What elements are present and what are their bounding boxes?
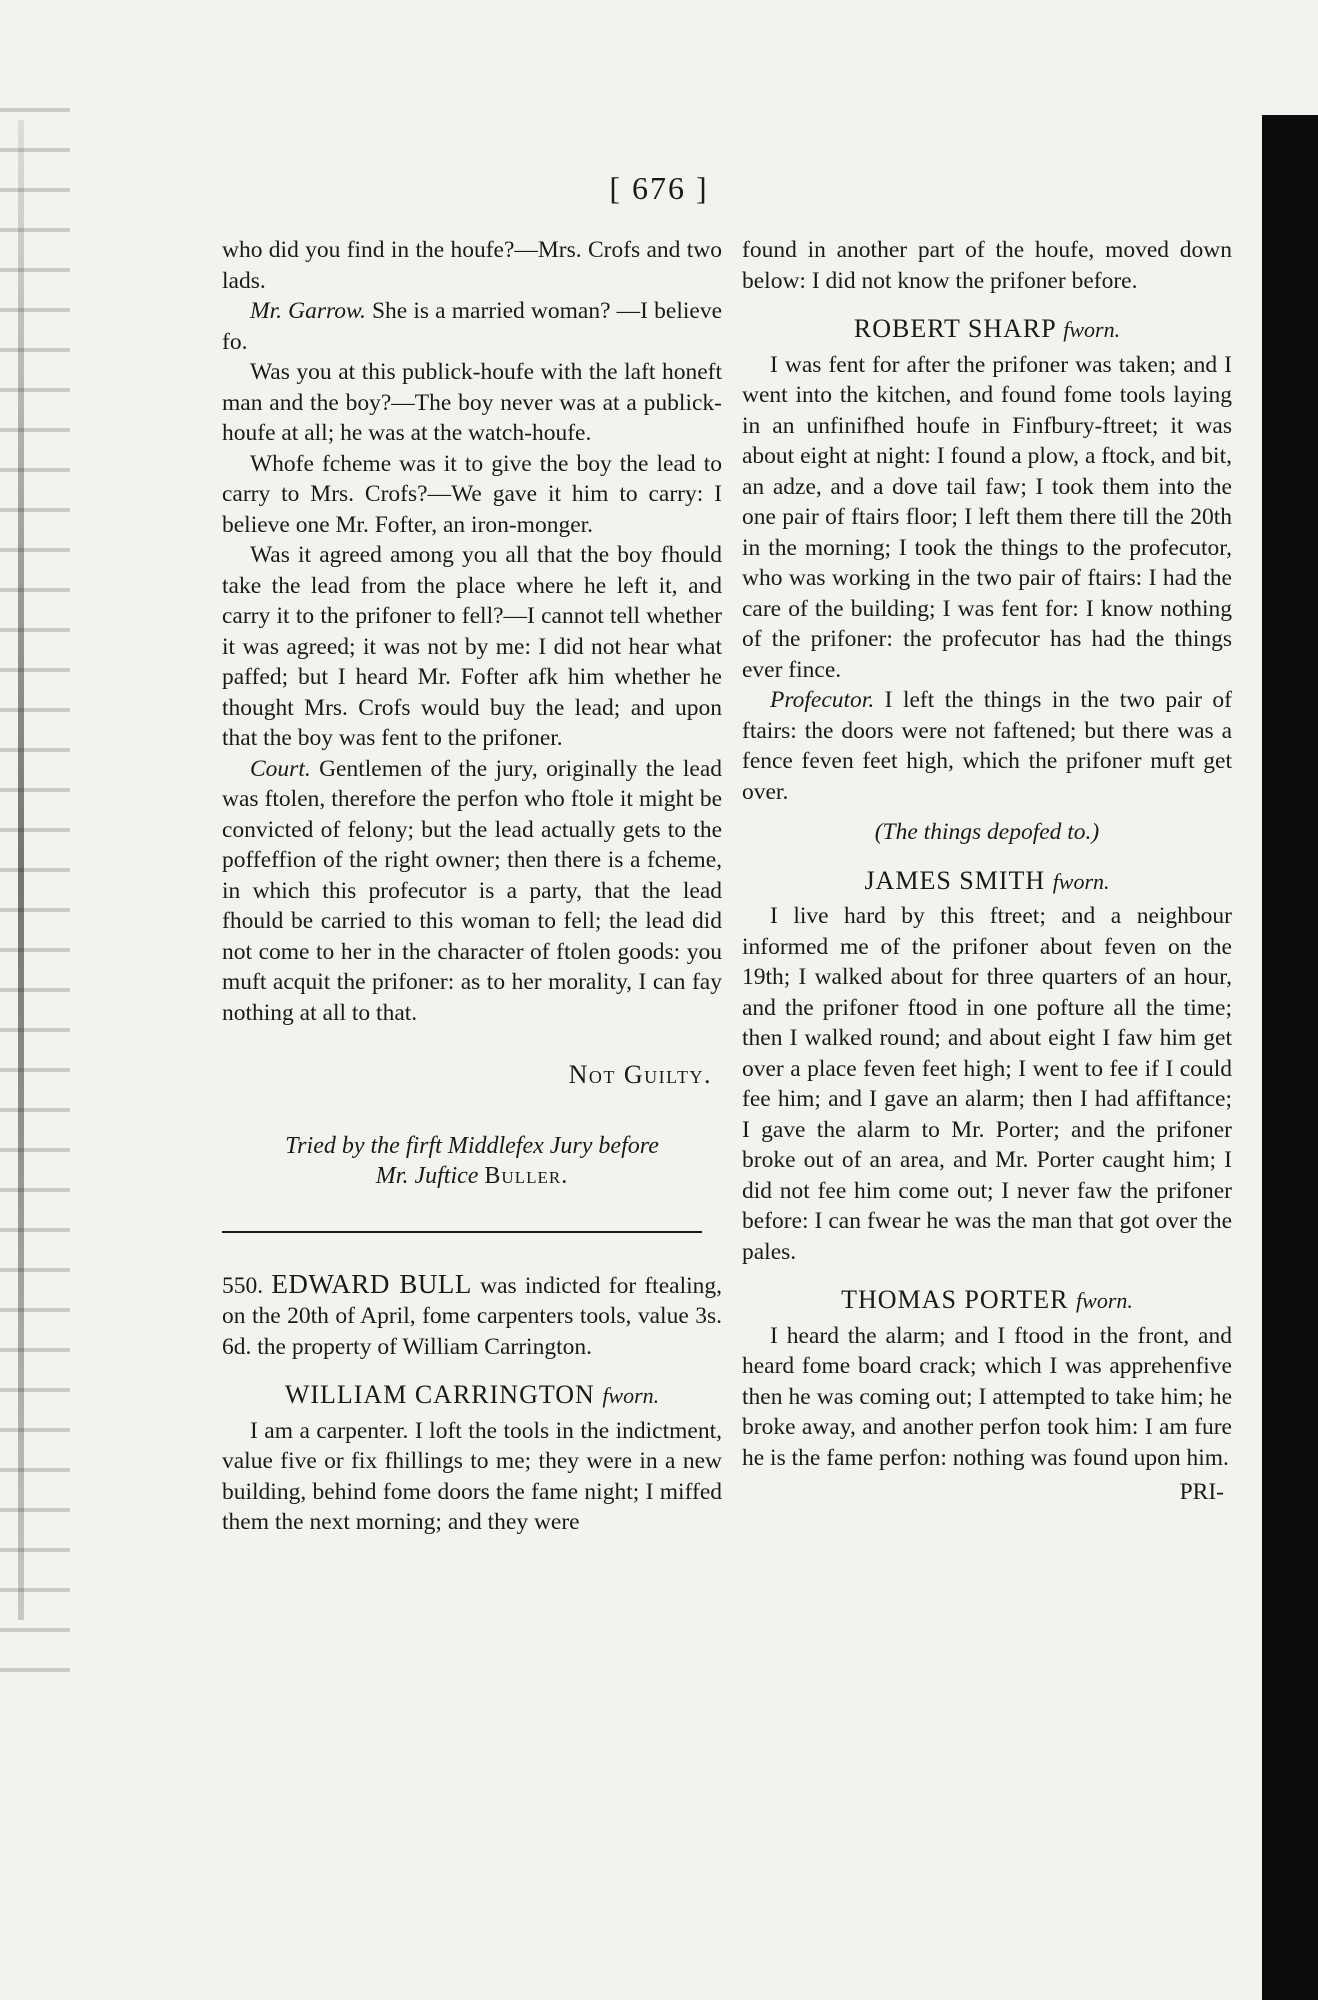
- section-divider: [222, 1231, 702, 1233]
- witness-heading: [742, 1285, 1232, 1317]
- testimony: I was fent for after the prifoner was taken; and I went into the kitchen, and found fome tools laying in an unfinifhed houfe in Finfbury-ftreet; it was about eight at night: I found a plow, a ftock, and bit, an adze, and a dove tail faw; I took them into the one pair of ftairs floor; I left them there till the 20th in the morning; I took the things to the profecutor, who was working in the two pair of ftairs: I had the care of the building; I was fent for: I know nothing of the prifoner: the profecutor has had the things ever fince.: [742, 351, 1232, 683]
- paragraph: [222, 754, 722, 1029]
- testimony: I am a carpenter. I loft the tools in the indictment, value five or fix fhillings to me; they were in a new building, behind fome doors the fame night; I miffed them the next morning; and they were: [222, 1417, 722, 1535]
- judge-name: Buller.: [484, 1162, 569, 1189]
- deposed-note: (The things depofed to.): [874, 819, 1100, 845]
- paragraph: who did you find in the houfe?—Mrs. Crofs and two lads.: [222, 237, 722, 294]
- speaker-name: Court.: [250, 755, 311, 782]
- case-paragraph: [222, 1269, 722, 1363]
- speaker-name: Mr. Garrow.: [250, 298, 366, 324]
- sworn-label: fworn.: [602, 1383, 660, 1408]
- testimony: I heard the alarm; and I ftood in the front, and heard fome board crack; which I was apprehenfive then he was coming out; I attempted to take him; he broke away, and another perfon took him: I am fure he is the fame perfon: nothing was found upon him.: [742, 1322, 1232, 1471]
- sworn-label: fworn.: [1076, 1288, 1133, 1313]
- sworn-label: fworn.: [1052, 868, 1110, 894]
- paragraph: [742, 685, 1232, 807]
- paragraph: Was it agreed among you all that the boy fhould take the lead from the place where he left it, and carry it to the prifoner to fell?—I cannot tell whether it was agreed; it was not by me: I did not hear what paffed; but I heard Mr. Fofter afk him whether he thought Mrs. Crofs would buy the lead; and upon that the boy was fent to the prifoner.: [222, 542, 722, 751]
- paragraph: Was you at this publick-houfe with the laft honeft man and the boy?—The boy never was at a publick-houfe at all; he was at the watch-houfe.: [222, 359, 722, 446]
- paragraph-text: I left the things in the two pair of ftairs: the doors were not faftened; but there was a fence feven feet high, which the prifoner muft get over.: [742, 687, 1232, 805]
- scan-dark-edge: [1262, 115, 1318, 2000]
- paragraph-text: Gentlemen of the jury, originally the lead was ftolen, therefore the perfon who ftole it might be convicted of felony; but the lead actually gets to the poffeffion of the right owner; then there is a fcheme, in which this profecutor is a party, that the lead fhould be carried to this woman to fell; the lead did not come to her in the character of ftolen goods: you muft acquit the prifoner: as to her morality, I can fay nothing at all to that.: [222, 755, 722, 1026]
- witness-name: ROBERT SHARP: [853, 314, 1056, 343]
- verdict: Not Guilty.: [568, 1060, 712, 1089]
- trial-note-line: [222, 1161, 722, 1191]
- testimony: I live hard by this ftreet; and a neighbour informed me of the prifoner about feven on the 19th; I walked about for three quarters of an hour, and the prifoner ftood in one pofture all the time; then I walked round; and about eight I faw him get over a place feven feet high; I went to fee if I could fee him; and I gave an alarm; then I had affiftance; I gave the alarm to Mr. Porter; and the prifoner broke out of an area, and Mr. Porter caught him; I did not fee him come out; I never faw the prifoner before: I can fwear he was the man that got over the pales.: [742, 903, 1232, 1265]
- speaker-name: Profecutor.: [770, 687, 875, 713]
- paragraph-text: She is a married woman? —I believe fo.: [222, 298, 722, 355]
- trial-note-line: Tried by the firft Middlefex Jury before: [285, 1132, 659, 1159]
- case-number: 550.: [222, 1272, 272, 1299]
- witness-heading: [742, 314, 1232, 346]
- scan-binding-edge: [18, 120, 24, 1620]
- catchword: PRI-: [1179, 1479, 1224, 1505]
- witness-name: THOMAS PORTER: [841, 1285, 1069, 1314]
- defendant-name: EDWARD BULL: [271, 1268, 472, 1299]
- witness-heading: [222, 1380, 722, 1412]
- witness-name: JAMES SMITH: [864, 865, 1046, 895]
- paragraph: [222, 296, 722, 357]
- witness-name: WILLIAM CARRINGTON: [284, 1380, 595, 1409]
- scan-gutter-shadow: [0, 90, 70, 1690]
- paragraph: found in another part of the houfe, moved down below: I did not know the prifoner before.: [742, 237, 1232, 294]
- trial-note-text: Mr. Juftice: [375, 1162, 479, 1189]
- case-text: was indicted for ftealing, on the 20th of April, fome carpenters tools, value 3s. 6d. the property of William Carrington.: [222, 1272, 722, 1360]
- witness-heading: [742, 866, 1232, 898]
- left-column: [222, 235, 722, 1538]
- sworn-label: fworn.: [1063, 317, 1121, 342]
- trial-note: [222, 1131, 722, 1191]
- paragraph: Whofe fcheme was it to give the boy the lead to carry to Mrs. Crofs?—We gave it him to carry: I believe one Mr. Fofter, an iron-monger.: [222, 450, 722, 538]
- page-number: [ 676 ]: [609, 170, 709, 206]
- right-column: [742, 235, 1232, 1508]
